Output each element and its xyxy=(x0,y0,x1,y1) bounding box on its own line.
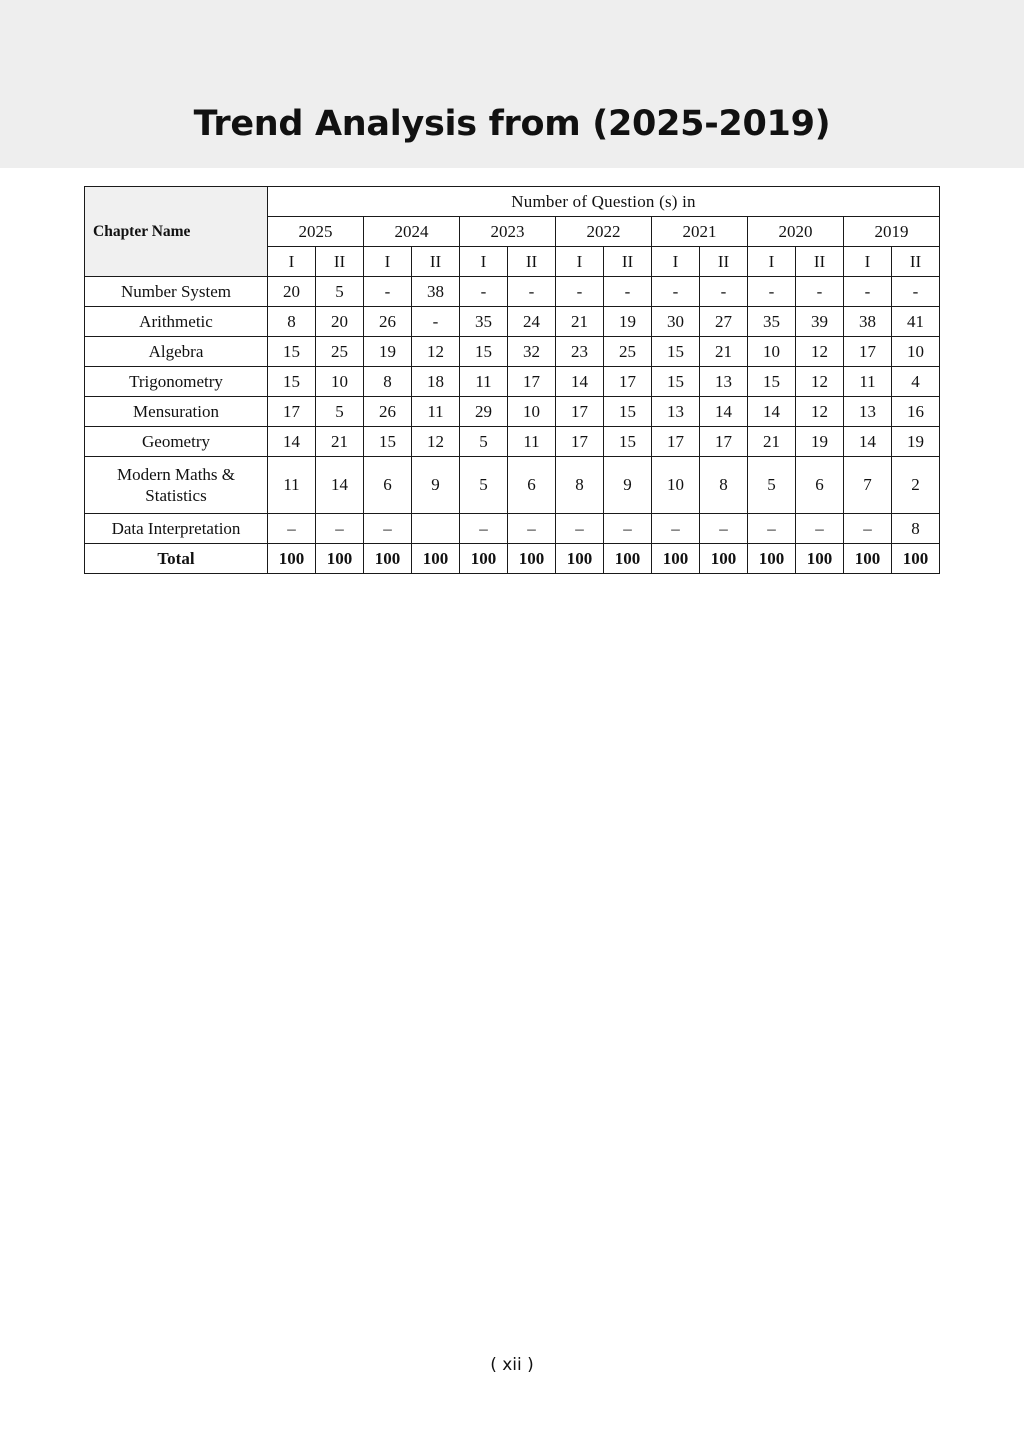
cell: 100 xyxy=(316,544,364,574)
cell: 19 xyxy=(796,427,844,457)
cell: – xyxy=(508,514,556,544)
cell: 5 xyxy=(316,397,364,427)
cell: 2 xyxy=(892,457,940,514)
cell: 20 xyxy=(268,277,316,307)
cell: 8 xyxy=(268,307,316,337)
row-label: Trigonometry xyxy=(85,367,268,397)
table-row xyxy=(85,514,940,544)
cell: 38 xyxy=(844,307,892,337)
table-row xyxy=(85,277,940,307)
cell: - xyxy=(700,277,748,307)
year-header-2019: 2019 xyxy=(844,217,940,247)
row-label: Number System xyxy=(85,277,268,307)
cell: 15 xyxy=(460,337,508,367)
half-header-2021-I: I xyxy=(652,247,700,277)
table-row xyxy=(85,307,940,337)
cell: 29 xyxy=(460,397,508,427)
cell: - xyxy=(556,277,604,307)
cell: 15 xyxy=(748,367,796,397)
table-head xyxy=(85,187,940,277)
year-header-2022: 2022 xyxy=(556,217,652,247)
column-header-number-of-questions: Number of Question (s) in xyxy=(268,187,940,217)
cell: 9 xyxy=(604,457,652,514)
table-row xyxy=(85,367,940,397)
half-header-2024-II: II xyxy=(412,247,460,277)
year-header-2020: 2020 xyxy=(748,217,844,247)
cell: 6 xyxy=(508,457,556,514)
cell: 11 xyxy=(412,397,460,427)
column-header-chapter-name: Chapter Name xyxy=(85,187,268,277)
cell: – xyxy=(556,514,604,544)
cell: 100 xyxy=(796,544,844,574)
year-header-2021: 2021 xyxy=(652,217,748,247)
cell: 30 xyxy=(652,307,700,337)
cell: - xyxy=(844,277,892,307)
cell: 7 xyxy=(844,457,892,514)
cell: 17 xyxy=(844,337,892,367)
cell: 38 xyxy=(412,277,460,307)
header-row-group xyxy=(85,187,940,217)
table-row xyxy=(85,427,940,457)
row-label: Geometry xyxy=(85,427,268,457)
cell: 4 xyxy=(892,367,940,397)
cell: 100 xyxy=(892,544,940,574)
cell: 5 xyxy=(748,457,796,514)
half-header-2023-II: II xyxy=(508,247,556,277)
cell: 100 xyxy=(556,544,604,574)
cell: 10 xyxy=(652,457,700,514)
cell: 11 xyxy=(508,427,556,457)
cell: - xyxy=(412,307,460,337)
cell: 6 xyxy=(796,457,844,514)
cell: - xyxy=(652,277,700,307)
cell: 14 xyxy=(316,457,364,514)
table-body xyxy=(85,277,940,574)
cell: 15 xyxy=(268,367,316,397)
row-label: Modern Maths & Statistics xyxy=(85,457,268,514)
half-header-2021-II: II xyxy=(700,247,748,277)
row-label: Arithmetic xyxy=(85,307,268,337)
cell: 100 xyxy=(652,544,700,574)
cell: 10 xyxy=(892,337,940,367)
year-header-2023: 2023 xyxy=(460,217,556,247)
cell: – xyxy=(604,514,652,544)
cell: – xyxy=(652,514,700,544)
cell: 20 xyxy=(316,307,364,337)
row-label-total: Total xyxy=(85,544,268,574)
cell: 18 xyxy=(412,367,460,397)
cell: 17 xyxy=(556,427,604,457)
cell: 5 xyxy=(316,277,364,307)
page-title: Trend Analysis from (2025-2019) xyxy=(193,104,831,144)
cell: 17 xyxy=(556,397,604,427)
table-row xyxy=(85,397,940,427)
half-header-2022-I: I xyxy=(556,247,604,277)
cell: 41 xyxy=(892,307,940,337)
cell: 15 xyxy=(652,367,700,397)
cell: - xyxy=(364,277,412,307)
half-header-2023-I: I xyxy=(460,247,508,277)
cell: 14 xyxy=(556,367,604,397)
cell: 100 xyxy=(412,544,460,574)
cell: 24 xyxy=(508,307,556,337)
page-number: ( xii ) xyxy=(490,1355,534,1375)
row-label: Mensuration xyxy=(85,397,268,427)
table-row xyxy=(85,457,940,514)
cell: 11 xyxy=(268,457,316,514)
cell: 11 xyxy=(460,367,508,397)
row-label: Data Interpretation xyxy=(85,514,268,544)
cell: 26 xyxy=(364,307,412,337)
trend-analysis-table xyxy=(84,186,940,574)
cell: 8 xyxy=(556,457,604,514)
cell: 15 xyxy=(364,427,412,457)
cell: 100 xyxy=(700,544,748,574)
row-label: Algebra xyxy=(85,337,268,367)
cell: 100 xyxy=(460,544,508,574)
year-header-2024: 2024 xyxy=(364,217,460,247)
trend-analysis-table-wrapper xyxy=(84,186,940,574)
cell: 14 xyxy=(268,427,316,457)
cell: 16 xyxy=(892,397,940,427)
cell: – xyxy=(796,514,844,544)
cell: 100 xyxy=(604,544,652,574)
cell: - xyxy=(460,277,508,307)
cell: - xyxy=(508,277,556,307)
cell: 6 xyxy=(364,457,412,514)
cell: 15 xyxy=(268,337,316,367)
table-row-total xyxy=(85,544,940,574)
cell: 100 xyxy=(844,544,892,574)
cell: 100 xyxy=(748,544,796,574)
cell: 14 xyxy=(844,427,892,457)
cell: 12 xyxy=(412,337,460,367)
cell: 17 xyxy=(508,367,556,397)
table-row xyxy=(85,337,940,367)
cell: 12 xyxy=(796,397,844,427)
cell: 10 xyxy=(316,367,364,397)
year-header-2025: 2025 xyxy=(268,217,364,247)
cell: 5 xyxy=(460,457,508,514)
cell: – xyxy=(268,514,316,544)
cell: 17 xyxy=(700,427,748,457)
cell: 21 xyxy=(748,427,796,457)
cell: - xyxy=(796,277,844,307)
cell: – xyxy=(460,514,508,544)
cell: 12 xyxy=(412,427,460,457)
cell: 100 xyxy=(508,544,556,574)
cell: – xyxy=(844,514,892,544)
cell: 15 xyxy=(652,337,700,367)
cell: 8 xyxy=(892,514,940,544)
cell: 39 xyxy=(796,307,844,337)
cell: 12 xyxy=(796,337,844,367)
cell: - xyxy=(748,277,796,307)
cell: – xyxy=(364,514,412,544)
cell: 13 xyxy=(652,397,700,427)
cell: 19 xyxy=(892,427,940,457)
cell: 8 xyxy=(364,367,412,397)
cell: 10 xyxy=(508,397,556,427)
cell: 35 xyxy=(748,307,796,337)
cell: 21 xyxy=(700,337,748,367)
cell: 21 xyxy=(556,307,604,337)
cell: 9 xyxy=(412,457,460,514)
cell: 14 xyxy=(748,397,796,427)
half-header-2020-II: II xyxy=(796,247,844,277)
cell: – xyxy=(700,514,748,544)
cell: 100 xyxy=(364,544,412,574)
half-header-2025-I: I xyxy=(268,247,316,277)
cell: 14 xyxy=(700,397,748,427)
cell: 8 xyxy=(700,457,748,514)
cell: 13 xyxy=(844,397,892,427)
cell: - xyxy=(892,277,940,307)
cell: 17 xyxy=(652,427,700,457)
half-header-2022-II: II xyxy=(604,247,652,277)
cell: 27 xyxy=(700,307,748,337)
cell: 32 xyxy=(508,337,556,367)
cell: 35 xyxy=(460,307,508,337)
cell: 17 xyxy=(604,367,652,397)
cell: 15 xyxy=(604,427,652,457)
half-header-2019-II: II xyxy=(892,247,940,277)
half-header-2019-I: I xyxy=(844,247,892,277)
cell: 25 xyxy=(316,337,364,367)
cell: 26 xyxy=(364,397,412,427)
half-header-2020-I: I xyxy=(748,247,796,277)
cell: 12 xyxy=(796,367,844,397)
cell: - xyxy=(604,277,652,307)
cell: 19 xyxy=(364,337,412,367)
cell xyxy=(412,514,460,544)
cell: 13 xyxy=(700,367,748,397)
cell: 19 xyxy=(604,307,652,337)
cell: 21 xyxy=(316,427,364,457)
half-header-2025-II: II xyxy=(316,247,364,277)
cell: 25 xyxy=(604,337,652,367)
cell: – xyxy=(316,514,364,544)
cell: 17 xyxy=(268,397,316,427)
cell: 5 xyxy=(460,427,508,457)
cell: 15 xyxy=(604,397,652,427)
cell: 11 xyxy=(844,367,892,397)
cell: 23 xyxy=(556,337,604,367)
half-header-2024-I: I xyxy=(364,247,412,277)
cell: – xyxy=(748,514,796,544)
cell: 100 xyxy=(268,544,316,574)
cell: 10 xyxy=(748,337,796,367)
